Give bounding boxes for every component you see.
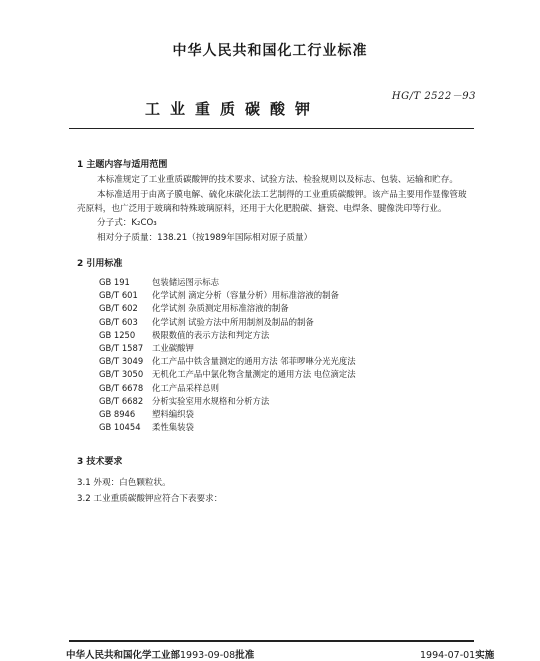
list-item <box>99 342 479 355</box>
approval-suffix: 批准 <box>235 650 255 661</box>
ref-title: 化学试剂 杂质测定用标准溶液的制备 <box>152 303 289 314</box>
list-item <box>99 289 479 302</box>
list-item <box>99 382 479 395</box>
standard-category-title: 中华人民共和国化工行业标准 <box>172 43 368 59</box>
ref-code: GB 191 <box>99 277 130 287</box>
list-item <box>99 329 479 342</box>
list-item <box>99 395 479 408</box>
ref-code: GB 8946 <box>99 408 136 419</box>
header-divider <box>69 128 474 129</box>
formula-label: 分子式： <box>97 218 132 228</box>
list-item <box>99 368 479 381</box>
ref-title: 化学试剂 滴定分析（容量分析）用标准溶液的制备 <box>152 290 339 301</box>
ref-code: GB/T 1587 <box>99 342 144 353</box>
implementation-line <box>420 647 494 661</box>
referenced-standards-list <box>99 276 479 434</box>
ref-code: GB 1250 <box>99 329 136 340</box>
list-item <box>99 408 479 421</box>
list-item <box>99 276 479 289</box>
ref-title: 化工产品中铁含量测定的通用方法 邻菲啰啉分光光度法 <box>152 356 356 367</box>
ref-title: 工业碳酸钾 <box>152 342 194 353</box>
molecular-formula <box>97 217 157 229</box>
list-item <box>99 302 479 315</box>
section-1-paragraph-2-line-1: 本标准适用于由离子膜电解、硫化床碳化法工艺制得的工业重质碳酸钾。该产品主要用作显像管玻 <box>97 190 467 200</box>
ref-title: 分析实验室用水规格和分析方法 <box>152 395 270 406</box>
approval-line <box>66 647 254 661</box>
list-item <box>99 421 479 434</box>
ref-code: GB/T 6678 <box>99 382 144 393</box>
requirement-3-1: 3.1 外观：白色颗粒状。 <box>77 478 171 488</box>
list-item <box>99 316 479 329</box>
ref-code: GB/T 3049 <box>99 356 144 367</box>
ref-code: GB/T 602 <box>99 303 138 314</box>
ref-title: 化学试剂 试验方法中所用制剂及制品的制备 <box>152 316 314 327</box>
ref-title: 塑料编织袋 <box>152 408 194 419</box>
implementation-suffix: 实施 <box>475 650 495 661</box>
ref-title: 无机化工产品中氯化物含量测定的通用方法 电位滴定法 <box>152 369 356 380</box>
ref-title: 柔性集装袋 <box>152 422 194 433</box>
molecular-mass: 相对分子质量：138.21（按1989年国际相对原子质量） <box>97 233 313 243</box>
formula-value: K₂CO₃ <box>131 218 157 228</box>
ref-code: GB/T 601 <box>99 290 138 301</box>
standard-code: HG/T 2522－93 <box>391 91 476 102</box>
section-1-paragraph-2-line-2: 壳原料，也广泛用于玻璃和特殊玻璃原料，还用于大化肥脱碳、搪瓷、电焊条、腱像洗印等行业。 <box>77 204 447 214</box>
section-2-heading: 2 引用标准 <box>77 259 123 269</box>
requirement-3-2: 3.2 工业重质碳酸钾应符合下表要求： <box>77 494 223 504</box>
implementation-date: 1994-07-01 <box>420 650 476 661</box>
ref-code: GB/T 6682 <box>99 395 144 406</box>
section-3-heading: 3 技术要求 <box>77 457 123 467</box>
issuing-authority: 中华人民共和国化学工业部 <box>66 650 181 661</box>
footer-divider <box>69 640 474 642</box>
ref-title: 包装储运图示标志 <box>152 277 219 287</box>
document-title: 工业重质碳酸钾 <box>145 100 321 118</box>
ref-title: 极限数值的表示方法和判定方法 <box>152 329 270 340</box>
ref-code: GB 10454 <box>99 422 141 433</box>
section-1-paragraph-1: 本标准规定了工业重质碳酸钾的技术要求、试验方法、检验规则以及标志、包装、运输和贮存。 <box>97 175 458 185</box>
list-item <box>99 355 479 368</box>
ref-title: 化工产品采样总则 <box>152 382 219 393</box>
ref-code: GB/T 3050 <box>99 369 144 380</box>
section-1-heading: 1 主题内容与适用范围 <box>77 160 168 170</box>
ref-code: GB/T 603 <box>99 316 138 327</box>
approval-date: 1993-09-08 <box>180 650 236 661</box>
